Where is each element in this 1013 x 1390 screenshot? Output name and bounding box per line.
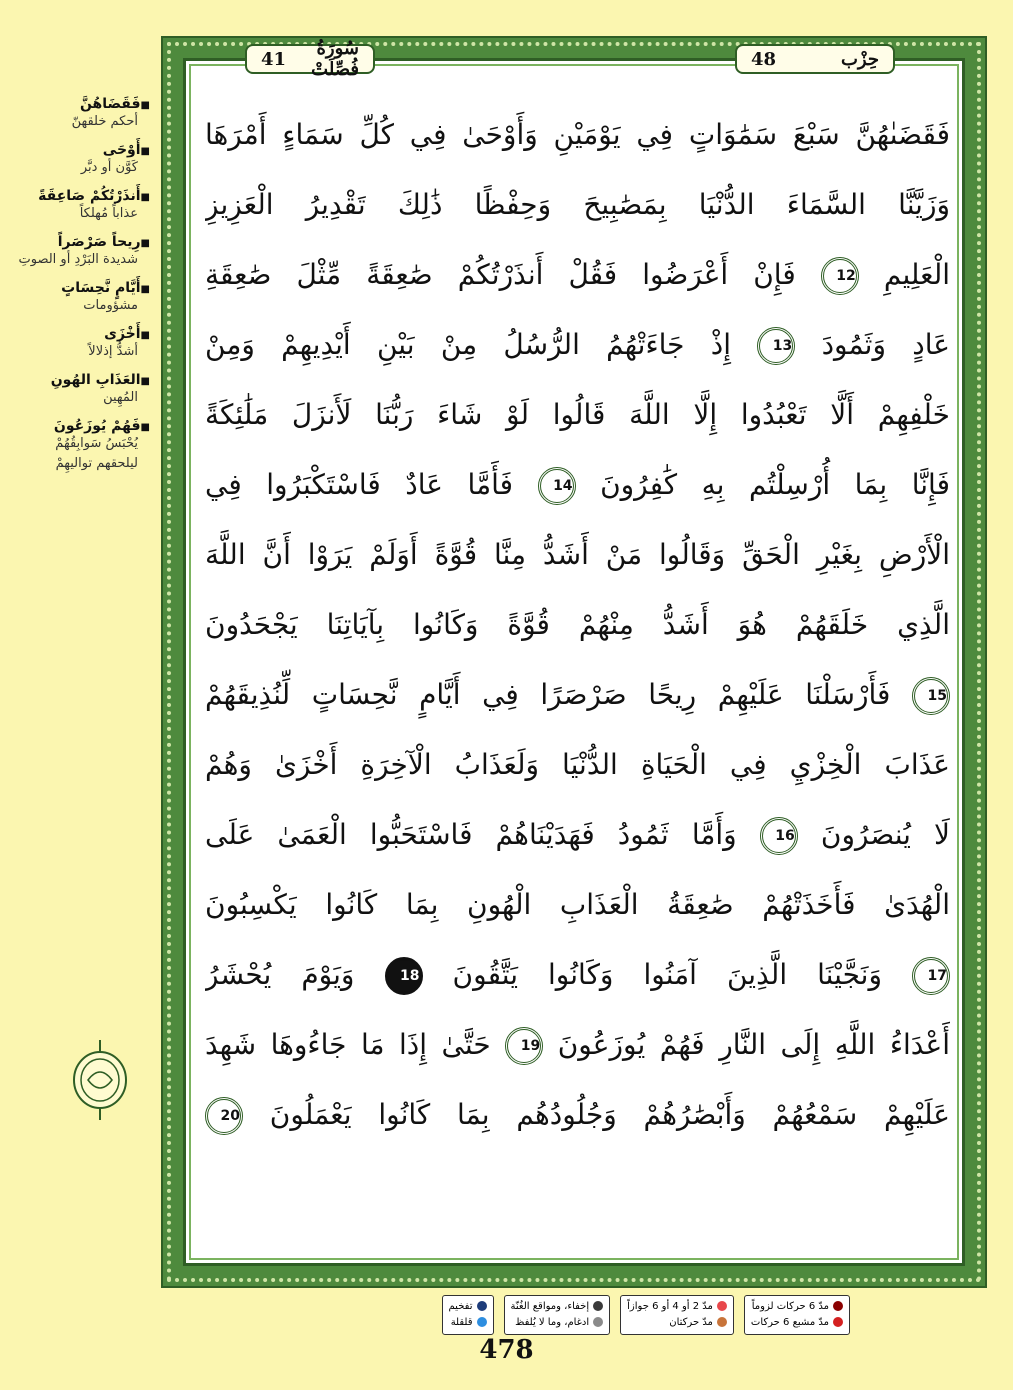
ayah-marker: 18 (385, 957, 423, 995)
surah-number: 41 (261, 48, 287, 70)
ayah-marker: 17 (912, 957, 950, 995)
glossary-word: ■ فَهُمْ يُوزَعُونَ (10, 418, 150, 434)
legend-label: قلقلة (450, 1316, 473, 1328)
legend-row (751, 1314, 843, 1330)
text-line (205, 240, 950, 310)
legend-box (442, 1295, 494, 1335)
verse-text: الْهُدَىٰ فَأَخَذَتْهُمْ صَٰعِقَةُ الْعَذَابِ الْهُونِ بِمَا كَانُوا يَكْسِبُونَ (205, 888, 950, 921)
glossary-word: ■ أَنذَرْتُكُمْ صَاعِقَةً (10, 188, 150, 204)
glossary-word: ■ أَخْزَى (10, 326, 150, 342)
legend-row (627, 1314, 727, 1330)
glossary-meaning: أشدُّ إذلالاً (88, 344, 138, 359)
legend-row (511, 1298, 604, 1314)
legend-label: مدّ مشبع 6 حركات (750, 1316, 829, 1328)
verse-text: إِذْ جَاءَتْهُمُ الرُّسُلُ مِنْ بَيْنِ أَيْدِيهِمْ وَمِنْ (205, 328, 731, 361)
hizb-number: 48 (751, 48, 777, 70)
legend-label: مدّ 2 أو 4 أو 6 جوازاً (627, 1300, 713, 1312)
glossary-meaning: مشؤومات (83, 298, 138, 313)
text-line (205, 450, 950, 520)
glossary-item (10, 142, 150, 178)
verse-text: فَأَرْسَلْنَا عَلَيْهِمْ رِيحًا صَرْصَرًا فِي أَيَّامٍ نَّحِسَاتٍ لِّنُذِيقَهُمْ (205, 678, 891, 711)
legend-label: إخفاء، ومواقع الغُنّة (510, 1300, 590, 1312)
glossary-meaning: شديدة البَرْدِ أو الصوتِ (18, 252, 138, 267)
legend-row (511, 1314, 604, 1330)
legend-box (620, 1295, 734, 1335)
margin-glossary (10, 96, 150, 484)
ayah-marker: 19 (505, 1027, 543, 1065)
verse-text: وَنَجَّيْنَا الَّذِينَ آمَنُوا وَكَانُوا يَتَّقُونَ (452, 958, 882, 991)
glossary-meaning: المُهِين (103, 390, 138, 405)
verse-text: الَّذِي خَلَقَهُمْ هُوَ أَشَدُّ مِنْهُمْ قُوَّةً وَكَانُوا بِآيَاتِنَا يَجْحَدُونَ (205, 608, 950, 641)
ayah-marker: 16 (760, 817, 798, 855)
verse-text: عَادٍ وَثَمُودَ (821, 328, 950, 361)
glossary-item (10, 326, 150, 362)
glossary-item (10, 96, 150, 132)
glossary-meaning: أحكم خلقهنّ (71, 114, 138, 129)
color-dot-icon (477, 1301, 487, 1311)
color-dot-icon (717, 1301, 727, 1311)
text-line (205, 170, 950, 240)
color-dot-icon (833, 1317, 843, 1327)
verse-text: الْأَرْضِ بِغَيْرِ الْحَقِّ وَقَالُوا مَنْ أَشَدُّ مِنَّا قُوَّةً أَوَلَمْ يَرَوْا أَنَّ اللَّهَ (205, 538, 950, 571)
text-line (205, 1080, 950, 1150)
text-line (205, 940, 950, 1010)
text-line (205, 380, 950, 450)
legend-row (449, 1298, 487, 1314)
legend-row (751, 1298, 843, 1314)
verse-text: عَلَيْهِمْ سَمْعُهُمْ وَأَبْصَٰرُهُمْ وَجُلُودُهُم بِمَا كَانُوا يَعْمَلُونَ (269, 1098, 950, 1131)
ayah-marker: 14 (538, 467, 576, 505)
glossary-word: ■ أَوْحَى (10, 142, 150, 158)
legend-row (449, 1314, 487, 1330)
page-number: 478 (479, 1335, 534, 1365)
glossary-item (10, 280, 150, 316)
verse-text: فَإِنْ أَعْرَضُوا فَقُلْ أَنذَرْتُكُمْ صَٰعِقَةً مِّثْلَ صَٰعِقَةِ (205, 258, 796, 291)
color-dot-icon (593, 1317, 603, 1327)
glossary-item (10, 418, 150, 474)
verse-text: فَقَضَىٰهُنَّ سَبْعَ سَمَٰوَاتٍ فِي يَوْمَيْنِ وَأَوْحَىٰ فِي كُلِّ سَمَاءٍ أَمْرَهَا (205, 118, 950, 151)
color-dot-icon (833, 1301, 843, 1311)
legend-label: مدّ 6 حركات لزوماً (751, 1300, 829, 1312)
verse-text: خَلْفِهِمْ أَلَّا تَعْبُدُوا إِلَّا اللَّهَ قَالُوا لَوْ شَاءَ رَبُّنَا لَأَنزَلَ مَلَٰئِكَةً (205, 398, 950, 431)
legend-box (744, 1295, 850, 1335)
glossary-word: ■ فَقَضَاهُنَّ (10, 96, 150, 112)
text-line (205, 870, 950, 940)
text-line (205, 660, 950, 730)
color-dot-icon (717, 1317, 727, 1327)
text-line (205, 310, 950, 380)
verse-text: فَأَمَّا عَادٌ فَاسْتَكْبَرُوا فِي (205, 468, 513, 501)
verse-text: الْعَلِيمِ (883, 258, 950, 291)
verse-text: لَا يُنصَرُونَ (820, 818, 950, 851)
glossary-meaning: عذاباً مُهلكاً (79, 206, 138, 221)
color-dot-icon (477, 1317, 487, 1327)
verse-text: حَتَّىٰ إِذَا مَا جَاءُوهَا شَهِدَ (205, 1028, 491, 1061)
legend-label: تفخيم (448, 1300, 473, 1312)
verse-text: وَزَيَّنَّا السَّمَاءَ الدُّنْيَا بِمَصَٰبِيحَ وَحِفْظًا ذَٰلِكَ تَقْدِيرُ الْعَزِيزِ (205, 188, 950, 221)
ayah-marker: 13 (757, 327, 795, 365)
text-line (205, 800, 950, 870)
text-line (205, 100, 950, 170)
legend-row (627, 1298, 727, 1314)
verse-text: وَأَمَّا ثَمُودُ فَهَدَيْنَاهُمْ فَاسْتَحَبُّوا الْعَمَىٰ عَلَى (205, 818, 737, 851)
surah-header (245, 38, 375, 80)
surah-name: سُورَةُ فُصِّلَتْ (311, 38, 359, 80)
glossary-word: ■ العَذَابِ الهُونِ (10, 372, 150, 388)
ayah-marker: 20 (205, 1097, 243, 1135)
color-dot-icon (593, 1301, 603, 1311)
glossary-item (10, 188, 150, 224)
tajweed-legend (310, 1295, 850, 1335)
legend-box (504, 1295, 611, 1335)
quran-text (205, 100, 950, 1220)
text-line (205, 730, 950, 800)
ayah-marker: 12 (821, 257, 859, 295)
glossary-meaning: يُحْبَسُ سَوابِقُهُمْ ليلحقهم تواليهِمْ (55, 436, 138, 471)
text-line (205, 520, 950, 590)
rub-ornament-icon (70, 1040, 130, 1120)
text-line (205, 1010, 950, 1080)
glossary-word: ■ رِيحاً صَرْصَراً (10, 234, 150, 250)
text-line (205, 590, 950, 660)
verse-text: عَذَابَ الْخِزْيِ فِي الْحَيَاةِ الدُّنْيَا وَلَعَذَابُ الْآخِرَةِ أَخْزَىٰ وَهُمْ (205, 748, 950, 781)
glossary-meaning: كَوَّن أو دبَّر (80, 160, 138, 175)
glossary-item (10, 372, 150, 408)
verse-text: أَعْدَاءُ اللَّهِ إِلَى النَّارِ فَهُمْ يُوزَعُونَ (557, 1028, 950, 1061)
verse-text: فَإِنَّا بِمَا أُرْسِلْتُم بِهِ كَٰفِرُونَ (600, 468, 950, 501)
hizb-label: حِزْب (840, 48, 879, 70)
legend-label: ادغام، وما لا يُلفظ (515, 1316, 590, 1328)
legend-label: مدّ حركتان (669, 1316, 713, 1328)
verse-text: وَيَوْمَ يُحْشَرُ (205, 958, 355, 991)
hizb-header (735, 44, 895, 74)
ayah-marker: 15 (912, 677, 950, 715)
glossary-word: ■ أَيَّامٍ نَّحِسَاتٍ (10, 280, 150, 296)
glossary-item (10, 234, 150, 270)
